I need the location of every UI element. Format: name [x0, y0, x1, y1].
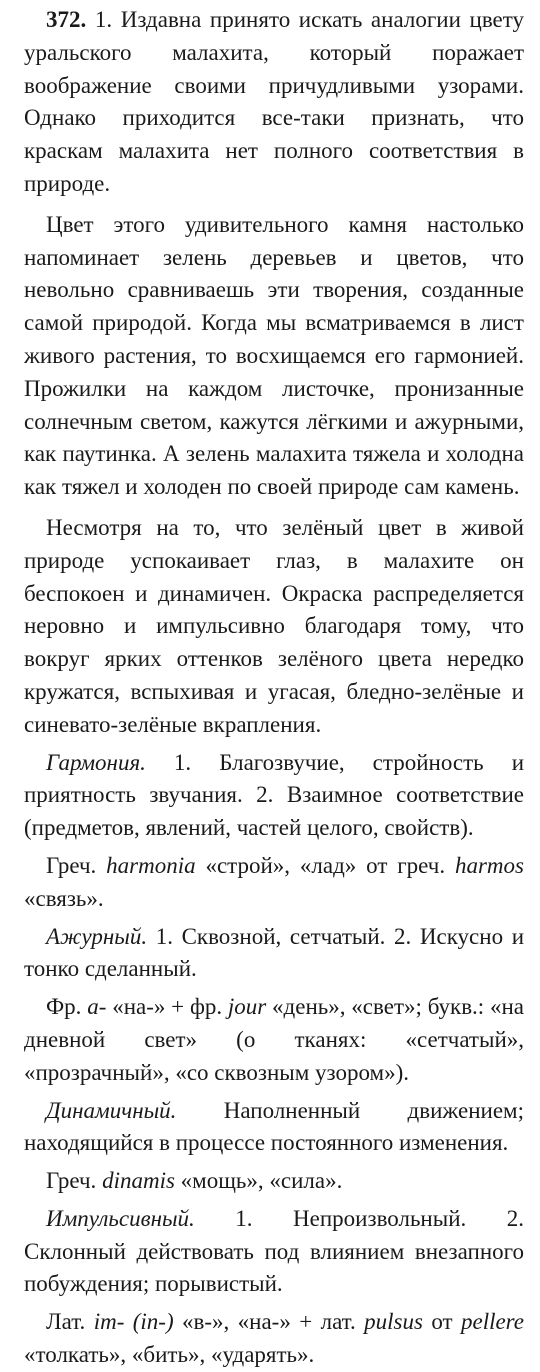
- origin-word: dinamis: [102, 1168, 175, 1194]
- glossary-term: Гармония.: [46, 749, 146, 775]
- origin-source: harmos: [454, 852, 524, 878]
- origin-source-2: pellere: [460, 1309, 524, 1335]
- origin-word: im- (in-): [93, 1309, 174, 1335]
- origin-word: а-: [87, 994, 107, 1020]
- origin-source: pulsus: [364, 1309, 423, 1335]
- exercise-paragraph-2: Цвет этого удивительного камня настолько напоминает зелень деревьев и цветов, что невольно сравниваешь эти творения, созданные самой природой. Когда мы всматриваемся в лист живого растения, то восхищаемся его гармонией. Прожилки на каждом листочке, пронизанные солнечным светом, кажутся лёгкими и ажурными, как паутинка. А зелень малахита тяжела и холодна как тяжел и холоден по своей природе сам камень.: [24, 211, 524, 500]
- exercise-paragraph-1: [24, 4, 524, 201]
- glossary-origin-azhurny: Фр. а- «на-» + фр. jour «день», «свет»; букв.: «на дневной свет» (о тканях: «сетчатый», «прозрачный», «со сквозным узором»).: [24, 994, 525, 1085]
- glossary-entry-harmonia: [24, 747, 524, 845]
- glossary-origin-harmonia: Греч. harmonia «строй», «лад» от греч. harmos «связь».: [24, 852, 524, 911]
- exercise-text-1: 1. Издавна принято искать аналогии цвету уральского малахита, который поражает воображение своими причудливыми узорами. Однако приходится все-таки признать, что краскам малахита нет полного соответствия в природе.: [24, 7, 525, 196]
- exercise-paragraph-3: Несмотря на то, что зелёный цвет в живой природе успокаивает глаз, в малахите он беспокоен и динамичен. Окраска распределяется неровно и импульсивно благодаря тому, что вокруг ярких оттенков зелёного цвета нередко кружатся, вспыхивая и угасая, бледно-зелёные и синевато-зелёные вкрапления.: [24, 514, 524, 737]
- textbook-page: [24, 4, 525, 1368]
- glossary-definition: 1. Сквозной, сетчатый. 2. Искусно и тонко сделанный.: [24, 923, 524, 982]
- glossary-entry-azhurny: [24, 921, 524, 987]
- glossary-term: Ажурный.: [46, 923, 148, 949]
- glossary-definition: 1. Непроизвольный. 2. Склонный действовать под влиянием внезапного побуждения; порывистый.: [24, 1205, 524, 1297]
- origin-source: jour: [227, 994, 267, 1020]
- origin-word: harmonia: [106, 852, 196, 878]
- glossary-entry-impulsivny: [24, 1203, 524, 1301]
- glossary-entry-dinamichny: [24, 1095, 524, 1161]
- exercise-number: 372.: [46, 7, 87, 32]
- glossary-origin-impulsivny: Лат. im- (in-) «в-», «на-» + лат. pulsus от pellere «толкать», «бить», «ударять».: [24, 1309, 524, 1368]
- glossary-definition: 1. Благозвучие, стройность и приятность звучания. 2. Взаимное соответствие (предметов, явлений, частей целого, свойств).: [24, 749, 524, 841]
- glossary-definition: Наполненный движением; находящийся в процессе постоянного изменения.: [24, 1097, 524, 1156]
- glossary-term: Динамичный.: [46, 1097, 177, 1123]
- glossary-origin-dinamichny: Греч. dinamis «мощь», «сила».: [46, 1168, 343, 1194]
- glossary-term: Импульсивный.: [46, 1205, 195, 1231]
